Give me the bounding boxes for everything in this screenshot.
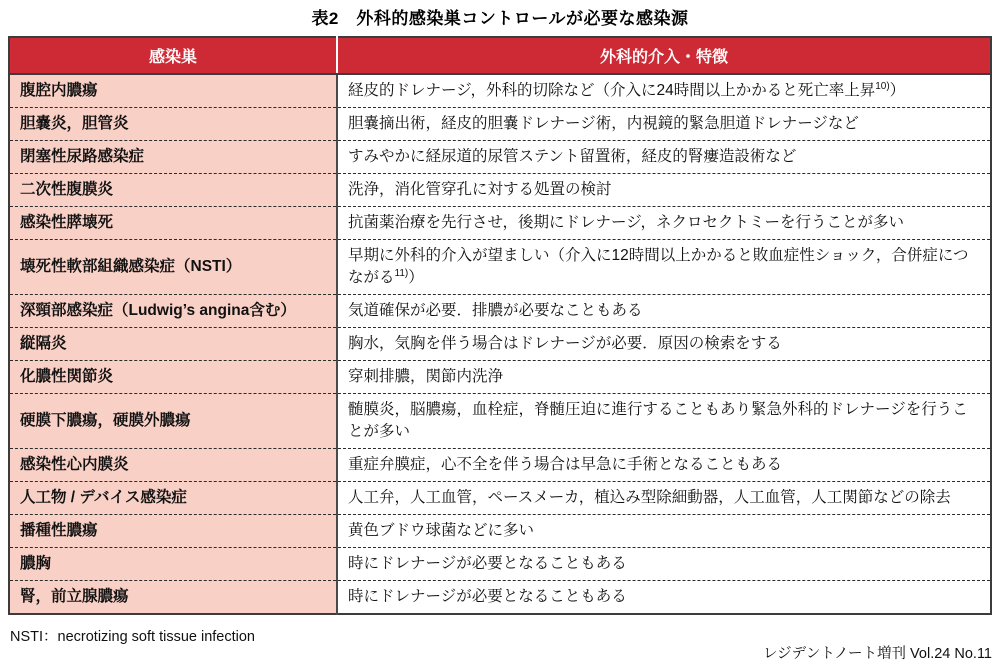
- table-title: 表2 外科的感染巣コントロールが必要な感染源: [311, 9, 689, 28]
- table-row: [9, 295, 991, 328]
- intervention-cell: 早期に外科的介入が望ましい（介入に12時間以上かかると敗血症性ショック，合併症につながる$^{11)}$）: [337, 240, 991, 295]
- infection-source-table: [8, 36, 992, 615]
- infection-focus-cell: 閉塞性尿路感染症: [9, 141, 337, 174]
- infection-focus-cell: 腎，前立腺膿瘍: [9, 581, 337, 615]
- table-row: [9, 328, 991, 361]
- infection-focus-cell: 腹腔内膿瘍: [9, 74, 337, 108]
- table-row: [9, 548, 991, 581]
- table-row: [9, 141, 991, 174]
- table-row: [9, 74, 991, 108]
- table-row: [9, 394, 991, 449]
- table-row: [9, 482, 991, 515]
- infection-focus-cell: 膿胸: [9, 548, 337, 581]
- table-header: [9, 37, 991, 74]
- intervention-cell: 重症弁膜症，心不全を伴う場合は早急に手術となることもある: [337, 449, 991, 482]
- infection-focus-cell: 二次性腹膜炎: [9, 174, 337, 207]
- intervention-cell: 気道確保が必要．排膿が必要なこともある: [337, 295, 991, 328]
- table-row: [9, 240, 991, 295]
- intervention-cell: すみやかに経尿道的尿管ステント留置術，経皮的腎瘻造設術など: [337, 141, 991, 174]
- intervention-cell: 洗浄，消化管穿孔に対する処置の検討: [337, 174, 991, 207]
- intervention-cell: 黄色ブドウ球菌などに多い: [337, 515, 991, 548]
- infection-focus-cell: 深頸部感染症（Ludwig’s angina含む）: [9, 295, 337, 328]
- intervention-cell: 経皮的ドレナージ，外科的切除など（介入に24時間以上かかると死亡率上昇$^{10)}$）: [337, 74, 991, 108]
- table-row: [9, 174, 991, 207]
- table-row: [9, 108, 991, 141]
- header-row: [9, 37, 991, 74]
- reference-superscript: 11): [394, 267, 409, 279]
- intervention-cell: 胸水，気胸を伴う場合はドレナージが必要．原因の検索をする: [337, 328, 991, 361]
- table-row: [9, 207, 991, 240]
- reference-superscript: 10): [875, 80, 890, 92]
- column-header-surgical-intervention: 外科的介入・特徴: [337, 37, 991, 74]
- infection-focus-cell: 縦隔炎: [9, 328, 337, 361]
- nsti-footnote: NSTI：necrotizing soft tissue infection: [10, 629, 255, 645]
- intervention-cell: 抗菌薬治療を先行させ，後期にドレナージ，ネクロセクトミーを行うことが多い: [337, 207, 991, 240]
- table-row: [9, 449, 991, 482]
- infection-focus-cell: 播種性膿瘍: [9, 515, 337, 548]
- infection-focus-cell: 化膿性関節炎: [9, 361, 337, 394]
- table-row: [9, 515, 991, 548]
- infection-focus-cell: 硬膜下膿瘍，硬膜外膿瘍: [9, 394, 337, 449]
- infection-focus-cell: 感染性膵壊死: [9, 207, 337, 240]
- table-body: [9, 74, 991, 614]
- intervention-cell: 人工弁，人工血管，ペースメーカ，植込み型除細動器，人工血管，人工関節などの除去: [337, 482, 991, 515]
- table-row: [9, 361, 991, 394]
- infection-focus-cell: 感染性心内膜炎: [9, 449, 337, 482]
- infection-focus-cell: 壊死性軟部組織感染症（NSTI）: [9, 240, 337, 295]
- intervention-cell: 胆嚢摘出術，経皮的胆嚢ドレナージ術，内視鏡的緊急胆道ドレナージなど: [337, 108, 991, 141]
- intervention-cell: 穿刺排膿，関節内洗浄: [337, 361, 991, 394]
- journal-credit: レジデントノート増刊 Vol.24 No.11: [762, 646, 992, 662]
- intervention-cell: 時にドレナージが必要となることもある: [337, 548, 991, 581]
- column-header-infection-focus: 感染巣: [9, 37, 337, 74]
- intervention-cell: 髄膜炎，脳膿瘍，血栓症，脊髄圧迫に進行することもあり緊急外科的ドレナージを行うことが多い: [337, 394, 991, 449]
- infection-focus-cell: 胆嚢炎，胆管炎: [9, 108, 337, 141]
- table-row: [9, 581, 991, 615]
- infection-focus-cell: 人工物 / デバイス感染症: [9, 482, 337, 515]
- intervention-cell: 時にドレナージが必要となることもある: [337, 581, 991, 615]
